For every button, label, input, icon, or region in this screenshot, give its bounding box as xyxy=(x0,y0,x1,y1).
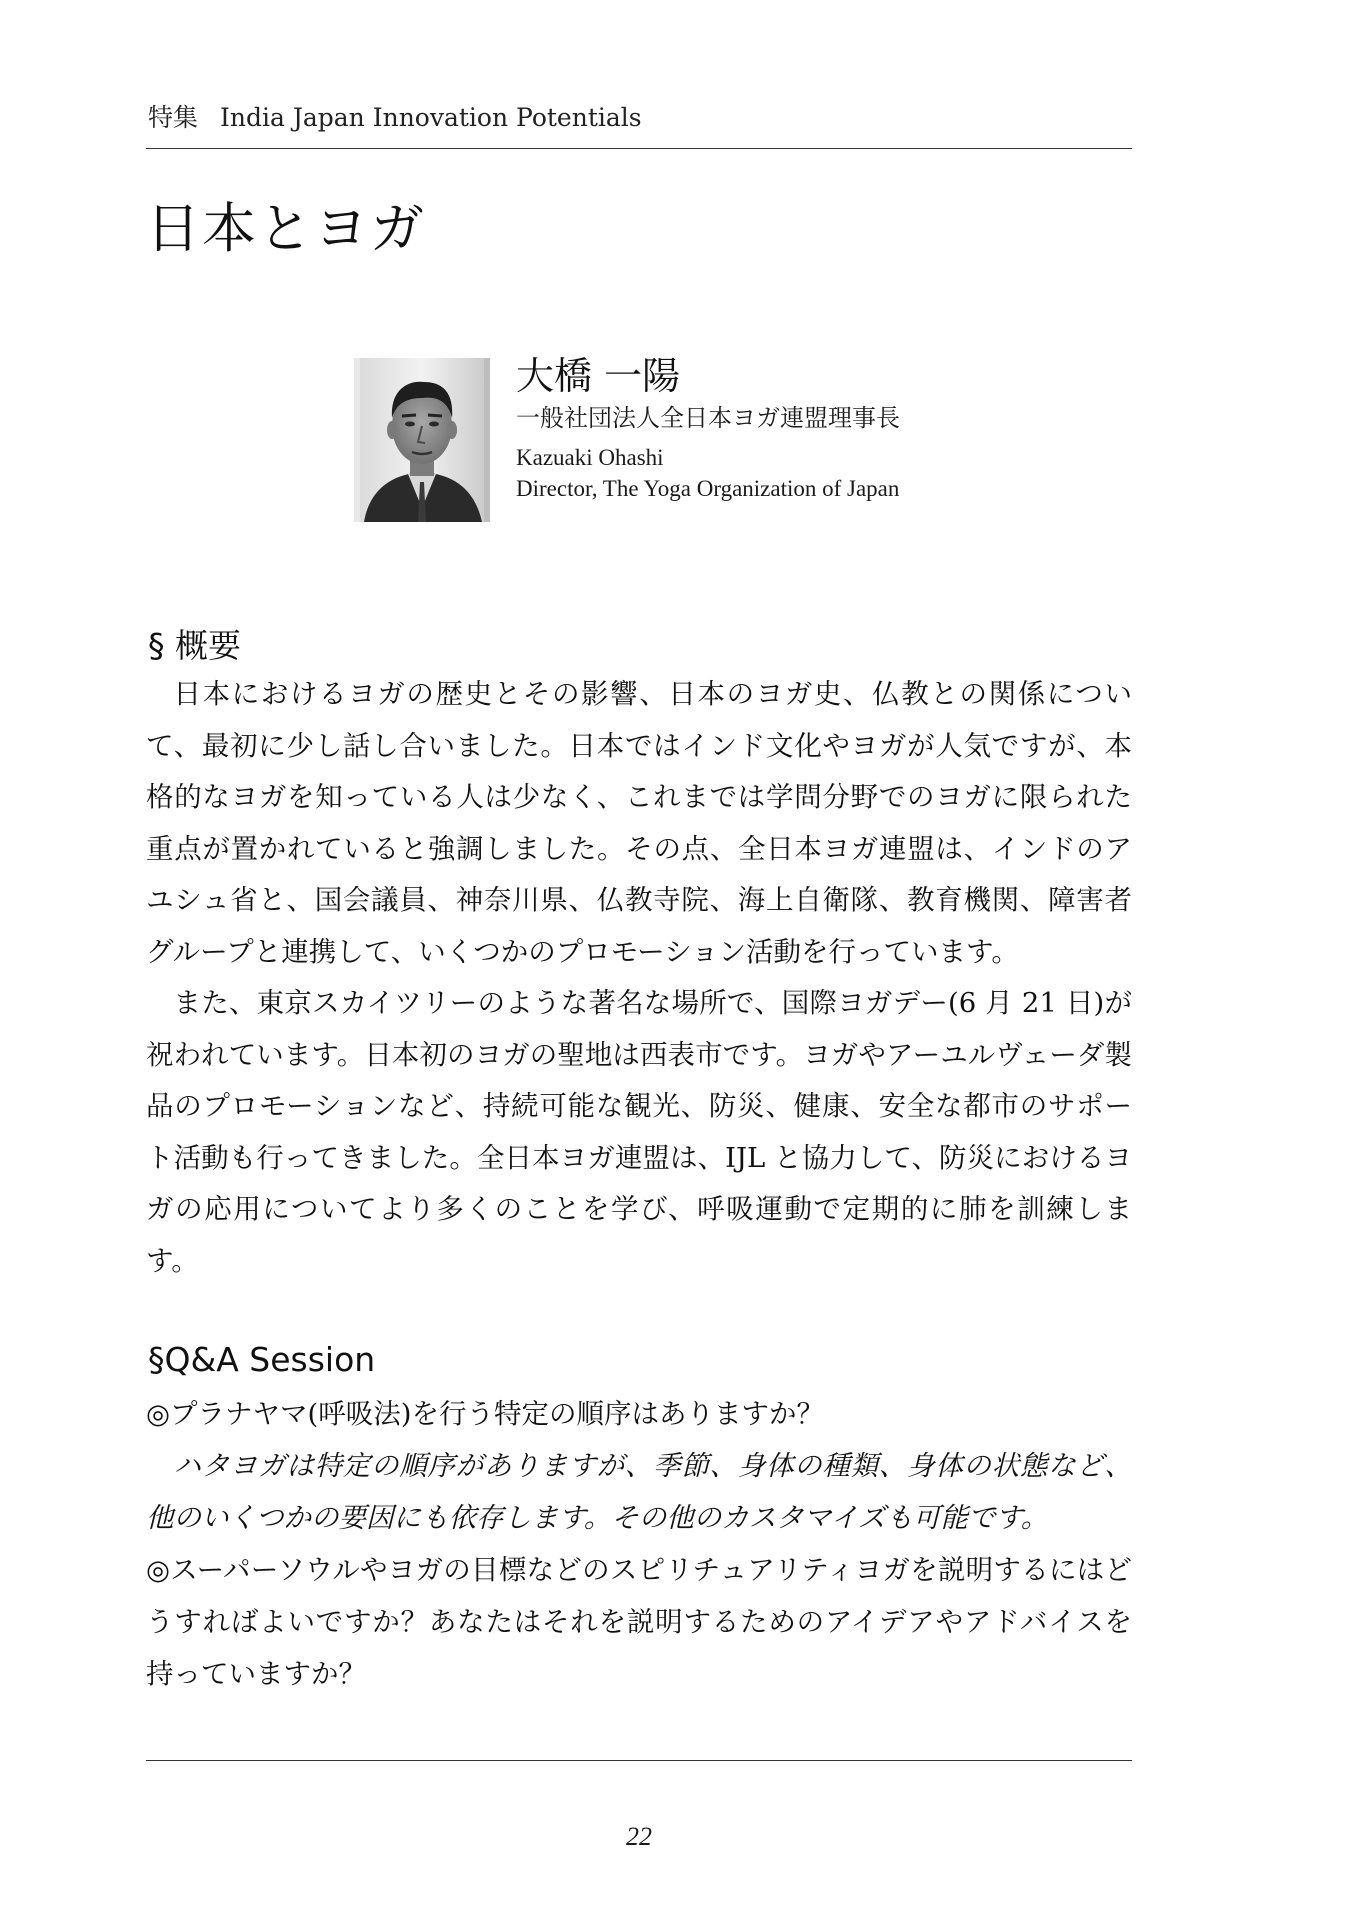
overview-paragraph-2: また、東京スカイツリーのような著名な場所で、国際ヨガデー(6 月 21 日)が祝われています。日本初のヨガの聖地は西表市です。ヨガやアーユルヴェーダ製品のプロモーションなど、持続可能な観光、防災、健康、安全な都市のサポート活動も行ってきました。全日本ヨガ連盟は、IJL と協力して、防災におけるヨガの応用についてより多くのことを学び、呼吸運動で定期的に肺を訓練します。 xyxy=(146,987,1132,1277)
page-title: 日本とヨガ xyxy=(146,197,426,260)
overview-body xyxy=(146,669,1132,1287)
overview-heading: § 概要 xyxy=(148,626,241,665)
overview-paragraph-1: 日本におけるヨガの歴史とその影響、日本のヨガ史、仏教との関係について、最初に少し話し合いました。日本ではインド文化やヨガが人気ですが、本格的なヨガを知っている人は少なく、これまでは学問分野でのヨガに限られた重点が置かれていると強調しました。その点、全日本ヨガ連盟は、インドのアユシュ省と、国会議員、神奈川県、仏教寺院、海上自衛隊、教育機関、障害者グループと連携して、いくつかのプロモーション活動を行っています。 xyxy=(146,678,1132,968)
author-name: 大橋 一陽 xyxy=(516,354,681,398)
qa-body xyxy=(146,1388,1132,1700)
header-rule xyxy=(146,148,1132,149)
header-label: 特集 xyxy=(148,103,199,132)
running-header xyxy=(148,98,642,134)
author-name-en: Kazuaki Ohashi xyxy=(516,445,664,470)
qa-heading: §Q&A Session xyxy=(148,1340,376,1379)
author-text xyxy=(516,354,1076,504)
author-title-jp: 一般社団法人全日本ヨガ連盟理事長 xyxy=(516,404,900,432)
page-number: 22 xyxy=(626,1822,652,1851)
footer-rule xyxy=(146,1760,1132,1761)
qa-answer-1: ハタヨガは特定の順序がありますが、季節、身体の種類、身体の状態など、他のいくつかの要因にも依存します。その他のカスタマイズも可能です。 xyxy=(146,1450,1132,1534)
author-portrait xyxy=(354,358,490,522)
qa-question-2: ◎スーパーソウルやヨガの目標などのスピリチュアリティヨガを説明するにはどうすればよいですか？あなたはそれを説明するためのアイデアやアドバイスを持っていますか？ xyxy=(146,1554,1132,1690)
qa-question-1: ◎プラナヤマ(呼吸法)を行う特定の順序はありますか？ xyxy=(146,1398,824,1430)
header-subtitle: India Japan Innovation Potentials xyxy=(220,103,642,132)
author-title-en: Director, The Yoga Organization of Japan xyxy=(516,476,900,501)
